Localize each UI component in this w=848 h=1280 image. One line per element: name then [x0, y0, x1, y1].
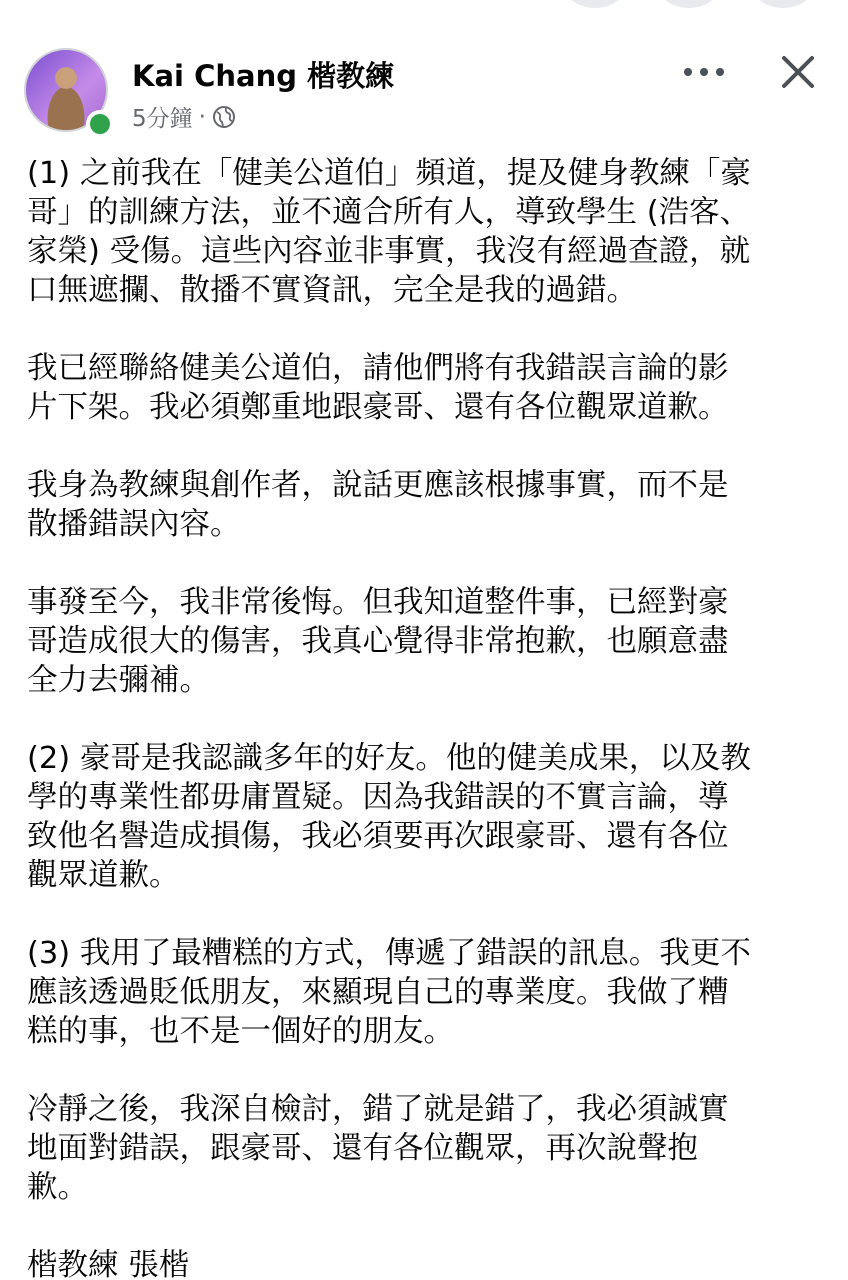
online-status-indicator [86, 110, 114, 138]
top-action-button[interactable] [562, 0, 628, 8]
post-paragraph: 冷靜之後，我深自檢討，錯了就是錯了，我必須誠實 地面對錯誤，跟豪哥、還有各位觀眾，再次說聲抱 歉。 [27, 1092, 729, 1205]
author-avatar[interactable] [24, 48, 114, 138]
globe-icon[interactable] [212, 105, 236, 129]
author-name[interactable]: Kai Chang 楷教練 [132, 59, 395, 93]
top-action-button[interactable] [750, 0, 816, 8]
post-meta [132, 100, 236, 133]
post-paragraph: 我已經聯絡健美公道伯，請他們將有我錯誤言論的影 片下架。我必須鄭重地跟豪哥、還有各位觀眾道歉。 [27, 351, 729, 425]
post-paragraph: (3) 我用了最糟糕的方式，傳遞了錯誤的訊息。我更不 應該透過貶低朋友，來顯現自己的專業度。我做了糟 糕的事，也不是一個好的朋友。 [27, 936, 751, 1049]
post-signature: 楷教練 張楷 [27, 1248, 190, 1280]
post-text [27, 154, 817, 1280]
post-time[interactable]: 5分鐘 [132, 106, 193, 132]
top-action-button[interactable] [656, 0, 722, 8]
close-icon[interactable] [778, 52, 818, 92]
post-paragraph: (2) 豪哥是我認識多年的好友。他的健美成果，以及教 學的專業性都毋庸置疑。因為我錯誤的不實言論，導 致他名譽造成損傷，我必須要再次跟豪哥、還有各位 觀眾道歉。 [27, 741, 751, 893]
more-options-icon[interactable] [684, 60, 724, 84]
post-paragraph: (1) 之前我在「健美公道伯」頻道，提及健身教練「豪 哥」的訓練方法，並不適合所有人，導致學生 (浩客、 家榮) 受傷。這些內容並非事實，我沒有經過查證，就 口無遮攔、散播不實資訊，完全是我的過錯。 [27, 156, 751, 308]
post-paragraph: 我身為教練與創作者，說話更應該根據事實，而不是 散播錯誤內容。 [27, 468, 729, 542]
meta-separator: · [198, 103, 206, 130]
post-paragraph: 事發至今，我非常後悔。但我知道整件事，已經對豪 哥造成很大的傷害，我真心覺得非常抱歉，也願意盡 全力去彌補。 [27, 585, 729, 698]
